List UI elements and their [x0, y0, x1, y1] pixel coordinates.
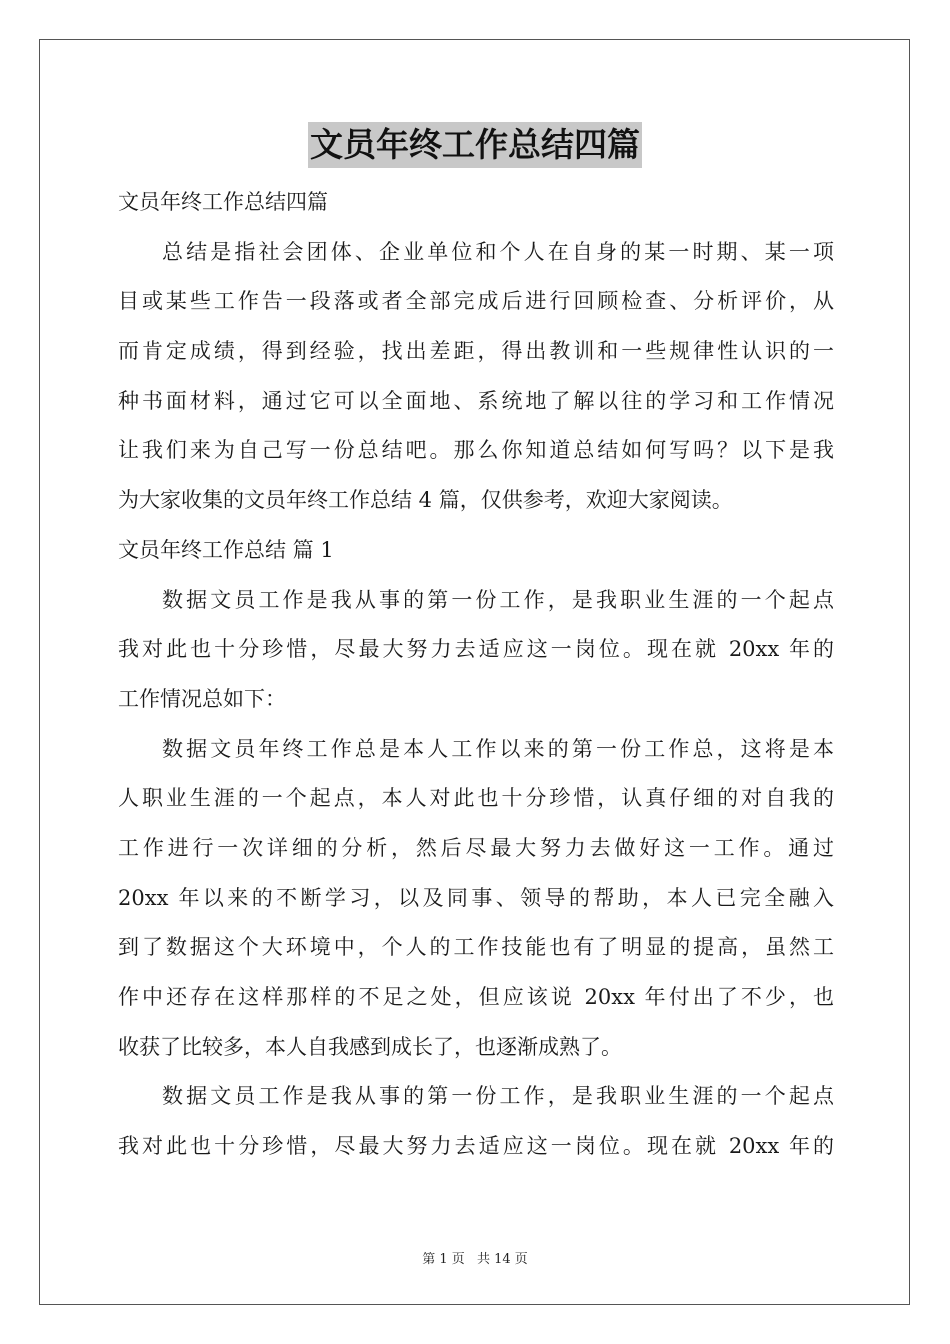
- text-line: 总结是指社会团体、企业单位和个人在自身的某一时期、某一项: [162, 239, 834, 264]
- text-line: 目或某些工作告一段落或者全部完成后进行回顾检查、分析评价，从: [118, 289, 834, 314]
- text-line: 作中还存在这样那样的不足之处，但应该说 20xx 年付出了不少，也: [118, 985, 834, 1009]
- page-number-total: 共 14 页: [476, 1252, 528, 1267]
- text-line: 我对此也十分珍惜，尽最大努力去适应这一岗位。现在就 20xx 年的: [118, 637, 834, 662]
- text-line: 文员年终工作总结四篇: [118, 190, 328, 214]
- text-line: 数据文员工作是我从事的第一份工作，是我职业生涯的一个起点: [162, 587, 834, 612]
- page-footer: [0, 1248, 950, 1267]
- text-line: 为大家收集的文员年终工作总结 4 篇，仅供参考，欢迎大家阅读。: [118, 488, 733, 513]
- text-line: 数据文员工作是我从事的第一份工作，是我职业生涯的一个起点: [162, 1084, 834, 1109]
- text-line: 我对此也十分珍惜，尽最大努力去适应这一岗位。现在就 20xx 年的: [118, 1134, 834, 1159]
- text-line: 工作情况总如下：: [118, 686, 286, 711]
- document-body: [118, 178, 834, 1172]
- text-line: 让我们来为自己写一份总结吧。那么你知道总结如何写吗？以下是我: [118, 438, 834, 463]
- text-line: 人职业生涯的一个起点，本人对此也十分珍惜，认真仔细的对自我的: [118, 786, 834, 811]
- text-line: 文员年终工作总结 篇 1: [118, 537, 334, 562]
- page-title: 文员年终工作总结四篇: [308, 122, 642, 168]
- page-number-current: 第 1 页: [422, 1252, 465, 1267]
- text-line: 种书面材料，通过它可以全面地、系统地了解以往的学习和工作情况: [118, 388, 834, 413]
- text-line: 20xx 年以来的不断学习，以及同事、领导的帮助，本人已完全融入: [118, 885, 834, 910]
- text-line: 数据文员年终工作总是本人工作以来的第一份工作总，这将是本: [162, 736, 834, 761]
- text-line: 工作进行一次详细的分析，然后尽最大努力去做好这一工作。通过: [118, 835, 834, 860]
- text-line: 而肯定成绩，得到经验，找出差距，得出教训和一些规律性认识的一: [118, 339, 834, 364]
- title-container: [0, 122, 950, 168]
- text-line: 到了数据这个大环境中，个人的工作技能也有了明显的提高，虽然工: [118, 935, 834, 960]
- text-line: 收获了比较多，本人自我感到成长了，也逐渐成熟了。: [118, 1034, 622, 1059]
